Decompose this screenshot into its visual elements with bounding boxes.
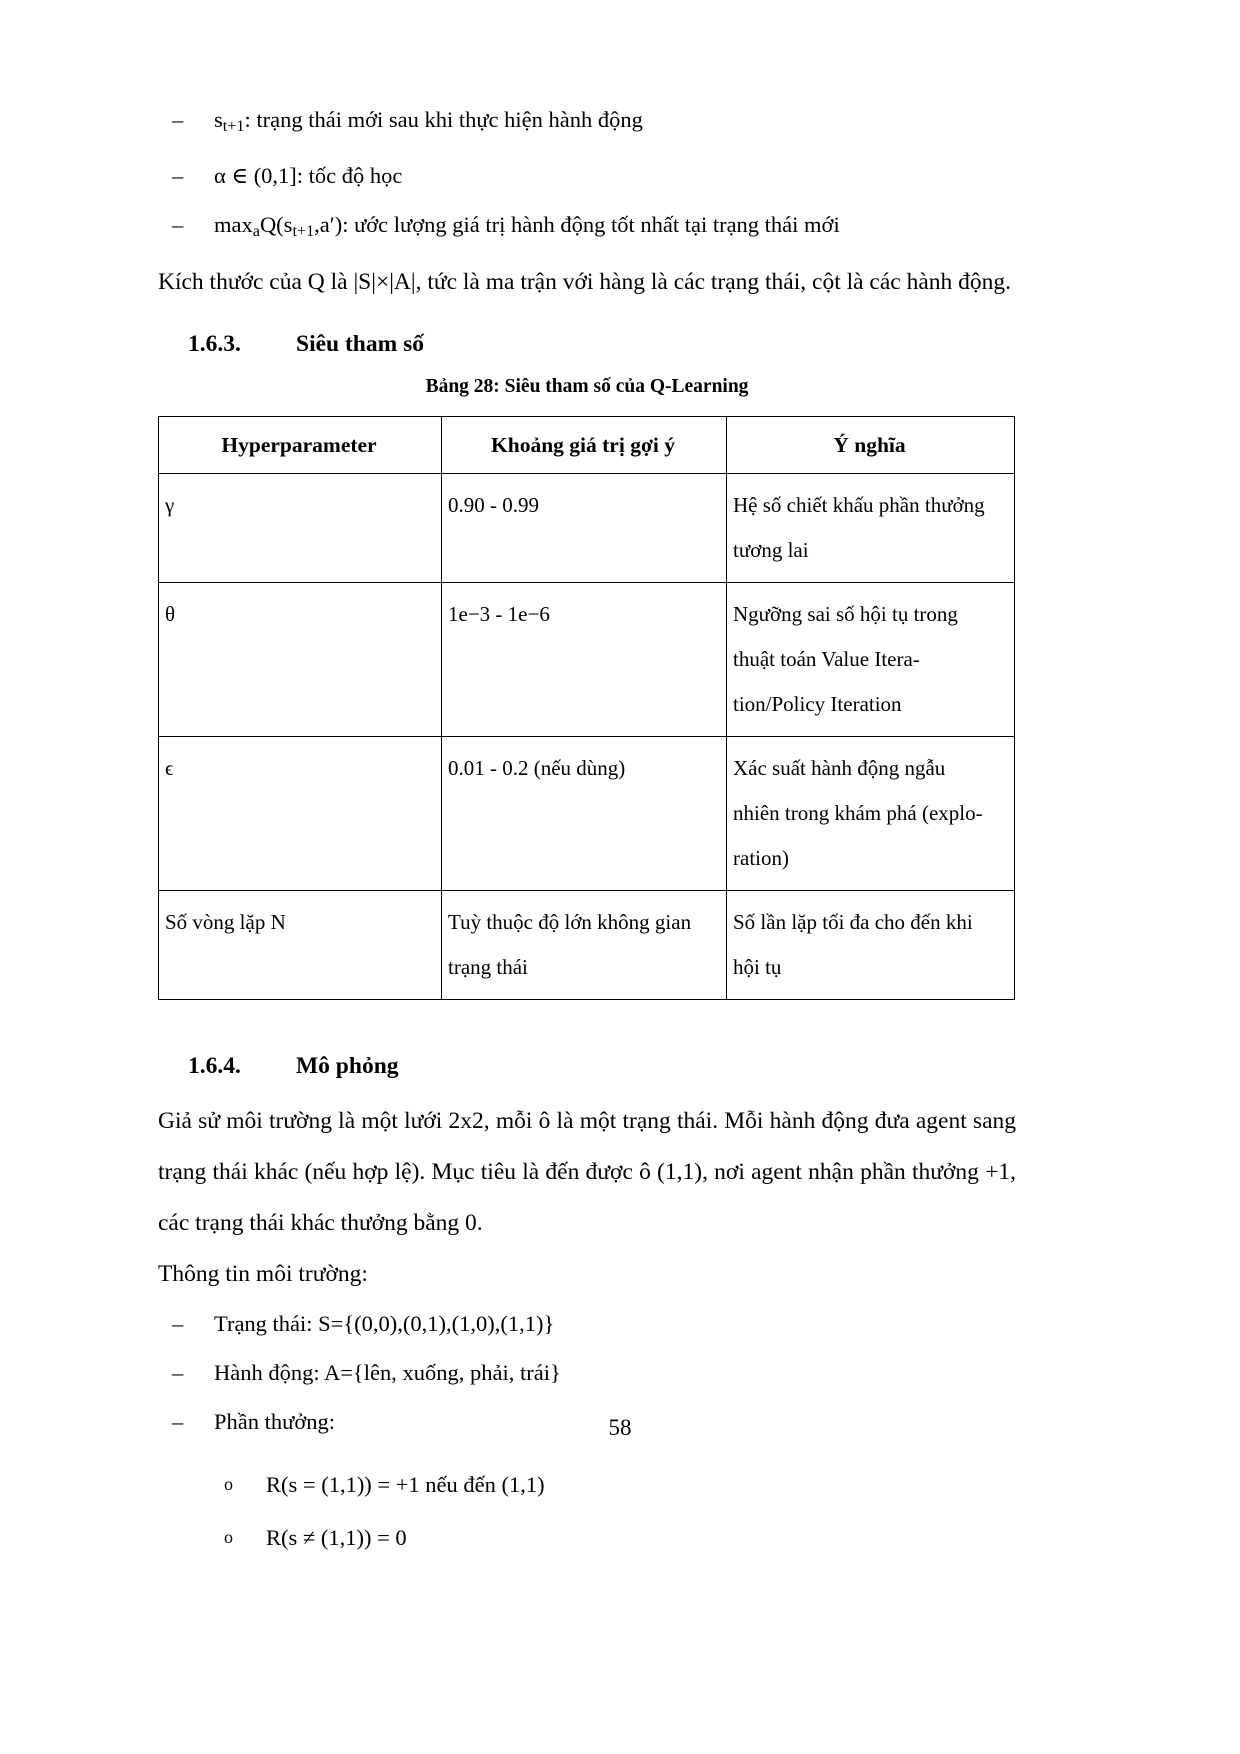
list-item: [158, 201, 1016, 255]
page-number: 58: [608, 1415, 632, 1440]
list-item-text: R(s = (1,1)) = +1 nếu đến (1,1): [266, 1472, 545, 1498]
list-item-text: $\max_aQ(s_{t+1},a')$: ước lượng giá trị hành động tốt nhất tại trạng thái mới: [214, 212, 840, 241]
circle-marker: o: [224, 1527, 233, 1548]
cell-range: 1e−3 - 1e−6: [442, 583, 727, 737]
list-item: [158, 1349, 1016, 1396]
cell-line: trạng thái: [448, 955, 528, 980]
table-body: [159, 474, 1015, 1000]
column-header-range: Khoảng giá trị gợi ý: [442, 417, 727, 474]
column-header-hyperparameter: Hyperparameter: [159, 417, 442, 474]
table-caption: Bảng 28: Siêu tham số của Q-Learning: [425, 376, 749, 398]
table-row: [159, 583, 1015, 737]
spacer: [158, 1447, 1016, 1461]
section-title: Mô phỏng: [296, 1053, 399, 1080]
circle-marker: o: [224, 1474, 233, 1495]
cell-line: tion/Policy Iteration: [733, 692, 902, 717]
cell-line: Hệ số chiết khấu phần thưởng: [733, 493, 985, 518]
paragraph-simulation: Giả sử môi trường là một lưới 2x2, mỗi ô là một trạng thái. Mỗi hành động đưa agent sang trạng thái khác (nếu hợp lệ). Mục tiêu là đến được ô (1,1), nơi agent nhận phần thưởng +1, các trạng thái khác thưởng bằng 0.: [158, 1108, 1016, 1237]
dash-marker: –: [172, 163, 184, 189]
spacer: [158, 1000, 1016, 1030]
list-item-text: Trạng thái: S={(0,0),(0,1),(1,0),(1,1)}: [214, 1311, 555, 1337]
list-item-text: R(s ≠ (1,1)) = 0: [266, 1525, 407, 1551]
page-content: [158, 96, 1016, 1567]
cell-line: Xác suất hành động ngẫu: [733, 756, 946, 781]
cell-hyperparameter: γ: [159, 474, 442, 583]
cell-line: Ngưỡng sai số hội tụ trong: [733, 602, 958, 627]
cell-hyperparameter: Số vòng lặp N: [159, 891, 442, 1000]
table-row: [159, 474, 1015, 583]
dash-marker: –: [172, 1311, 184, 1337]
cell-line: nhiên trong khám phá (explo-: [733, 801, 983, 826]
section-number: 1.6.4.: [188, 1053, 241, 1080]
cell-hyperparameter: θ: [159, 583, 442, 737]
list-item-text: $s_{t+1}$: trạng thái mới sau khi thực hiện hành động: [214, 107, 643, 136]
table-row: [159, 891, 1015, 1000]
cell-line: thuật toán Value Itera-: [733, 647, 920, 672]
cell-meaning: [727, 583, 1015, 737]
table-header: [159, 417, 1015, 474]
cell-range: 0.01 - 0.2 (nếu dùng): [442, 737, 727, 891]
dash-marker: –: [172, 1360, 184, 1386]
cell-line: hội tụ: [733, 955, 782, 980]
list-item-text: α ∈ (0,1]: tốc độ học: [214, 163, 403, 189]
section-heading-163: [158, 324, 1016, 364]
env-info-label: Thông tin môi trường:: [158, 1261, 368, 1288]
cell-hyperparameter: ϵ: [159, 737, 442, 891]
list-item: [158, 152, 1016, 199]
dash-marker: –: [172, 212, 184, 238]
dash-marker: –: [172, 1409, 184, 1435]
hyperparameter-table: [158, 416, 1015, 1000]
list-item: [158, 96, 1016, 150]
column-header-meaning: Ý nghĩa: [727, 417, 1015, 474]
cell-line: tương lai: [733, 538, 809, 563]
list-item: [158, 1461, 1016, 1508]
cell-meaning: [727, 474, 1015, 583]
dash-marker: –: [172, 107, 184, 132]
list-item: [158, 1514, 1016, 1561]
list-item-text: Hành động: A={lên, xuống, phải, trái}: [214, 1360, 561, 1386]
table-header-row: [159, 417, 1015, 474]
cell-meaning: [727, 737, 1015, 891]
paragraph-q-size: Kích thước của Q là |S|×|A|, tức là ma trận với hàng là các trạng thái, cột là các hành động.: [158, 269, 1012, 296]
cell-meaning: [727, 891, 1015, 1000]
section-heading-164: [158, 1046, 1016, 1086]
definition-list: [158, 96, 1016, 255]
section-title: Siêu tham số: [296, 331, 424, 358]
cell-range: 0.90 - 0.99: [442, 474, 727, 583]
cell-line: Số lần lặp tối đa cho đến khi: [733, 910, 973, 935]
cell-range: [442, 891, 727, 1000]
list-item-text: Phần thưởng:: [214, 1409, 335, 1435]
list-item: [158, 1300, 1016, 1347]
section-number: 1.6.3.: [188, 331, 241, 358]
reward-list: [158, 1461, 1016, 1561]
table-row: [159, 737, 1015, 891]
cell-line: ration): [733, 846, 789, 871]
cell-line: Tuỳ thuộc độ lớn không gian: [448, 910, 692, 935]
